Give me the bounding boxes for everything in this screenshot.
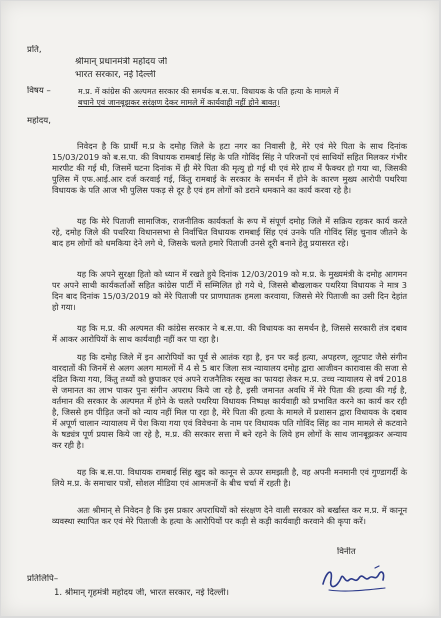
paragraph-4: यह कि म.प्र. की अल्पमत की कांग्रेस सरकार ने ब.स.पा. की विधायक का समर्थन है, जिससे सरकारी तंत्र दबाव में आकर आरोपियों के साथ कार्यवाही नहीं कर पा रहा है। [52,323,407,345]
salutation: महोदय, [27,116,51,126]
paragraph-5: यह कि दमोह जिले में इन आरोपियों का पूर्व से आतंक रहा है, इन पर कई हत्या, अपहरण, लूटपाट जैसे संगीन वारदातों की जिनमें से अलग अलग मामलों में 4 से 5 बार जिला सत्र न्यायालय दमोह द्वारा आजीवन कारावास की सजा से दंडित किया गया, किंतु तथ्यों को छुपाकर एवं अपने राजनैतिक रसूख का फायदा लेकर म.प्र. उच्च न्यायालय से वर्ष 2018 से जमानत का लाभ पाकर पुनः संगीन अपराध किये जा रहे है, इसी जमानत अवधि में मेरे पिता की हत्या की गई है, वर्तमान की सरकार के अल्पमत में होने के चलते पथरिया विधायक निष्पक्ष कार्यवाही को प्रभावित करने का कार्य कर रही है, जिससे हम पीड़ित जनों को न्याय नहीं मिल पा रहा है, मेरे पिता की हत्या के मामले में प्रशासन द्वारा विधायक के दबाव में अपूर्ण चालान न्यायालय में पेश किया गया एवं विवेचना के नाम पर विधायक पति गोविंद सिंह का नाम मामले से कटवाने के षड्यंत्र पूर्ण प्रयास किये जा रहे है, म.प्र. की सरकार सत्ता में बने रहने के लिये हम लोगों के साथ जानबूझकर अन्याय कर रही है। [52,352,407,451]
signature-icon [319,562,391,596]
letter-page [1,1,439,616]
closing: विनीत [337,547,356,557]
recipient-line-2: भारत सरकार, नई दिल्ली [75,70,156,80]
copy-label: प्रतिलिपि– [27,574,59,584]
recipient-line-1: श्रीमान् प्रधानमंत्री महोदय जी [75,57,168,67]
subject-line-1: म.प्र. में कांग्रेस की अल्पमत सरकार की समर्थक ब.स.पा. विधायक के पति हत्या के मामले में [78,87,339,96]
paragraph-7: अतः श्रीमान् से निवेदन है कि इस प्रकार अपराधियों को संरक्षण देने वाली सरकार को बर्खास्त कर म.प्र. में कानून व्यवस्था स्थापित कर एवं मेरे पिताजी के हत्या के आरोपियों पर कड़ी से कड़ी कार्यवाही करवाने की कृपा करें। [52,505,407,527]
to-label: प्रति, [27,45,42,55]
subject-label: विषय – [27,86,51,96]
subject-line-2: बचाने एवं जानबूझकर सरंक्षण देकर मामले में कार्यवाही नहीं होने बावत्। [78,98,280,107]
paragraph-6: यह कि ब.स.पा. विधायक रामबाई सिंह खुद को कानून से ऊपर समझती है, वह अपनी मनमानी एवं गुण्डागर्दी के लिये म.प्र. के समाचार पत्रों, सोशल मीडिया एवं आमजनों के बीच चर्चा में रहती है। [52,467,407,489]
paragraph-2: यह कि मेरे पिताजी सामाजिक, राजनीतिक कार्यकर्ता के रूप में संपूर्ण दमोह जिले में सक्रिय रहकर कार्य करते रहे, दमोह जिले की पथरिया विधानसभा से निर्वाचित विधायक रामबाई सिंह एवं उनके पति गोविंद सिंह चुनाव जीतने के बाद हम लोगों को धमकिया देने लगे थे, जिसके चलते हमारे पिताजी उनसे दूरी बनाने हेतु प्रयासरत रहे। [52,216,407,249]
paragraph-1: निवेदन है कि प्रार्थी म.प्र के दमोह जिले के हटा नगर का निवासी है, मेरे एवं मेरे पिता के साथ दिनांक 15/03/2019 को ब.स.पा. की विधायक रामबाई सिंह के पति गोविंद सिंह ने परिजनों एवं साथियों सहित मिलकर गंभीर मारपीट की गई थी, जिसमें घटना दिनांक में ही मेरे पिता की मृत्यु हो गई थी एवं मेरे हाथ में फैक्चर हो गया था, जिसकी पुलिस में एफ.आई.आर दर्ज करवाई गई, किंतु रामबाई के सरकार के समर्थन में होने के कारण मुख्य आरोपी पथरिया विधायक के पति आज भी पुलिस पकड़ से दूर है एवं हम लोगों को डराने धमकाने का कार्य करवा रहे है। [52,141,407,196]
paragraph-3: यह कि अपने सुरक्षा हितो को ध्यान में रखते हुये दिनांक 12/03/2019 को म.प्र. के मुख्यमंत्री के दमोह आगमन पर अपने साथी कार्यकर्ताओं सहित कांग्रेस पार्टी में सम्मिलित हो गये थे, जिससे बौखलाकर पथरिया विधायक ने मात्र 3 दिन बाद दिनांक 15/03/2019 को मेरे पिताजी पर प्राणघातक हमला करवाया, जिससे मेरे पिताजी का उसी दिन देहांत हो गया। [52,269,407,313]
copy-item-1: 1. श्रीमान् गृहमंत्री महोदय जी, भारत सरकार, नई दिल्ली। [54,588,229,598]
